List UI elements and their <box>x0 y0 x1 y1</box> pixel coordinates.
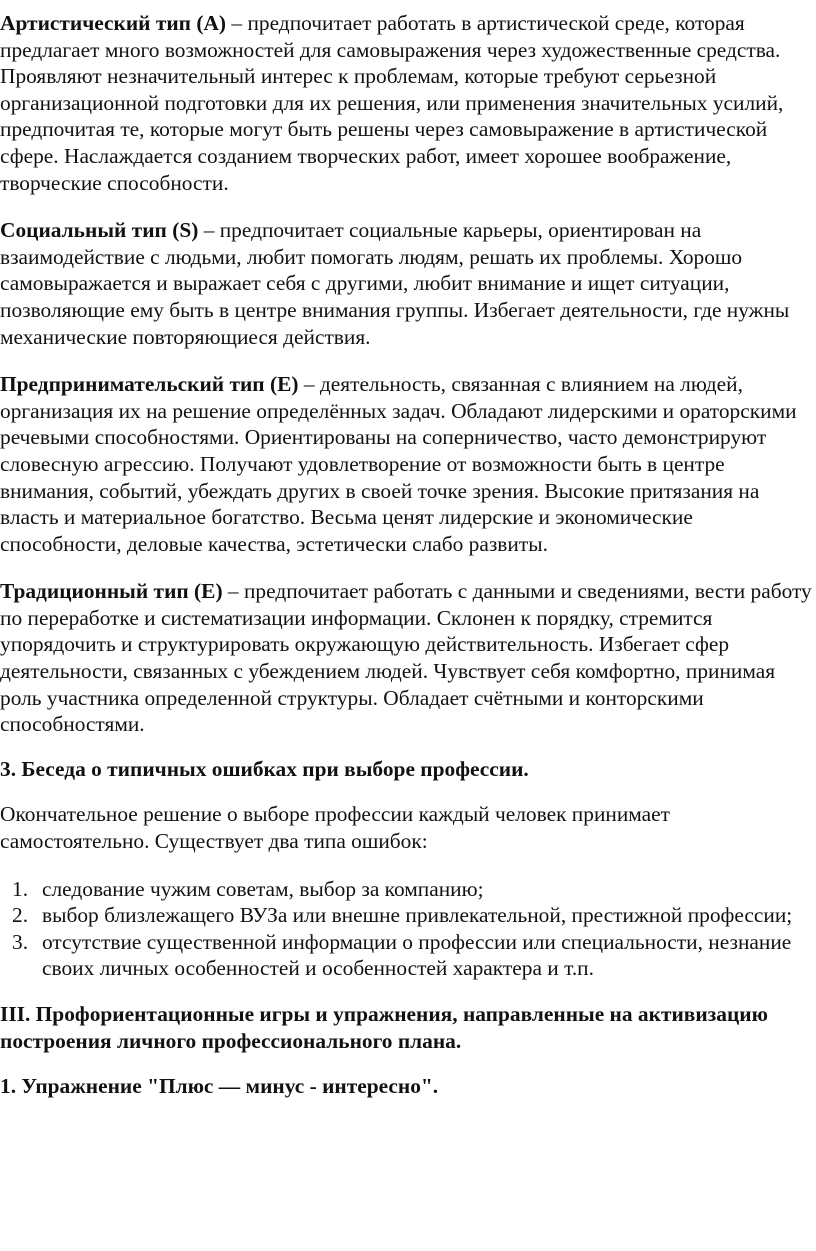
term-artistic-type: Артистический тип (А) <box>0 11 227 35</box>
paragraph-social-type <box>0 217 812 350</box>
description-artistic-type: – предпочитает работать в артистической среде, которая предлагает много возможностей для самовыражения через художественные средства. Проявляют незначительный интерес к проблемам, которые требуют серьезной организационной подготовки для их решения, или применения значительных усилий, предпочитая те, которые могут быть решены через самовыражение в артистической сфере. Наслаждается созданием творческих работ, имеет хорошее воображение, творческие способности. <box>0 11 784 195</box>
term-entrepreneurial-type: Предпринимательский тип (Е) <box>0 372 299 397</box>
list-item-number: 2. <box>12 903 29 928</box>
list-item-text: отсутствие существенной информации о профессии или специальности, незнание своих личных особенностей и особенностей характера и т.п. <box>42 929 792 981</box>
list-item-text: следование чужим советам, выбор за компанию; <box>42 876 484 901</box>
paragraph-entrepreneurial-type <box>0 371 812 557</box>
document-page <box>0 10 812 1100</box>
list-item <box>0 929 812 982</box>
section-3-intro: Окончательное решение о выборе профессии каждый человек принимает самостоятельно. Существует два типа ошибок: <box>0 802 671 854</box>
exercise-1-heading: 1. Упражнение "Плюс — минус - интересно". <box>0 1074 439 1099</box>
section-iii-heading: III. Профориентационные игры и упражнения, направленные на активизацию построения личного профессионального плана. <box>0 1002 768 1053</box>
description-social-type: – предпочитает социальные карьеры, ориентирован на взаимодействие с людьми, любит помогать людям, решать их проблемы. Хорошо самовыражается и выражает себя с другими, любит внимание и ищет ситуации, позволяющие ему быть в центре внимания группы. Избегает деятельности, где нужны механические повторяющиеся действия. <box>0 218 790 349</box>
paragraph-artistic-type <box>0 10 812 196</box>
description-conventional-type: – предпочитает работать с данными и сведениями, вести работу по переработке и систематизации информации. Склонен к порядку, стремится упорядочить и структурировать окружающую действительность. Избегает сфер деятельности, связанных с убеждением людей. Чувствует себя комфортно, принимая роль участника определенной структуры. Обладает счётными и конторскими способностями. <box>0 579 812 737</box>
description-entrepreneurial-type: – деятельность, связанная с влиянием на людей, организация их на решение определённых задач. Обладают лидерскими и ораторскими речевыми способностями. Ориентированы на соперничество, часто демонстрируют словесную агрессию. Получают удовлетворение от возможности быть в центре внимания, событий, убеждать других в своей точке зрения. Высокие притязания на власть и материальное богатство. Весьма ценят лидерские и экономические способности, деловые качества, эстетически слабо развиты. <box>0 372 797 556</box>
list-item-number: 1. <box>12 876 29 901</box>
list-item-text: выбор близлежащего ВУЗа или внешне привлекательной, престижной профессии; <box>42 903 793 928</box>
errors-list <box>0 876 812 982</box>
list-item <box>0 902 812 929</box>
list-item <box>0 876 812 903</box>
section-3-heading: 3. Беседа о типичных ошибках при выборе профессии. <box>0 756 529 781</box>
term-social-type: Социальный тип (S) <box>0 218 199 243</box>
list-item-number: 3. <box>12 929 29 954</box>
paragraph-conventional-type <box>0 578 812 738</box>
term-conventional-type: Традиционный тип (Е) <box>0 579 223 604</box>
